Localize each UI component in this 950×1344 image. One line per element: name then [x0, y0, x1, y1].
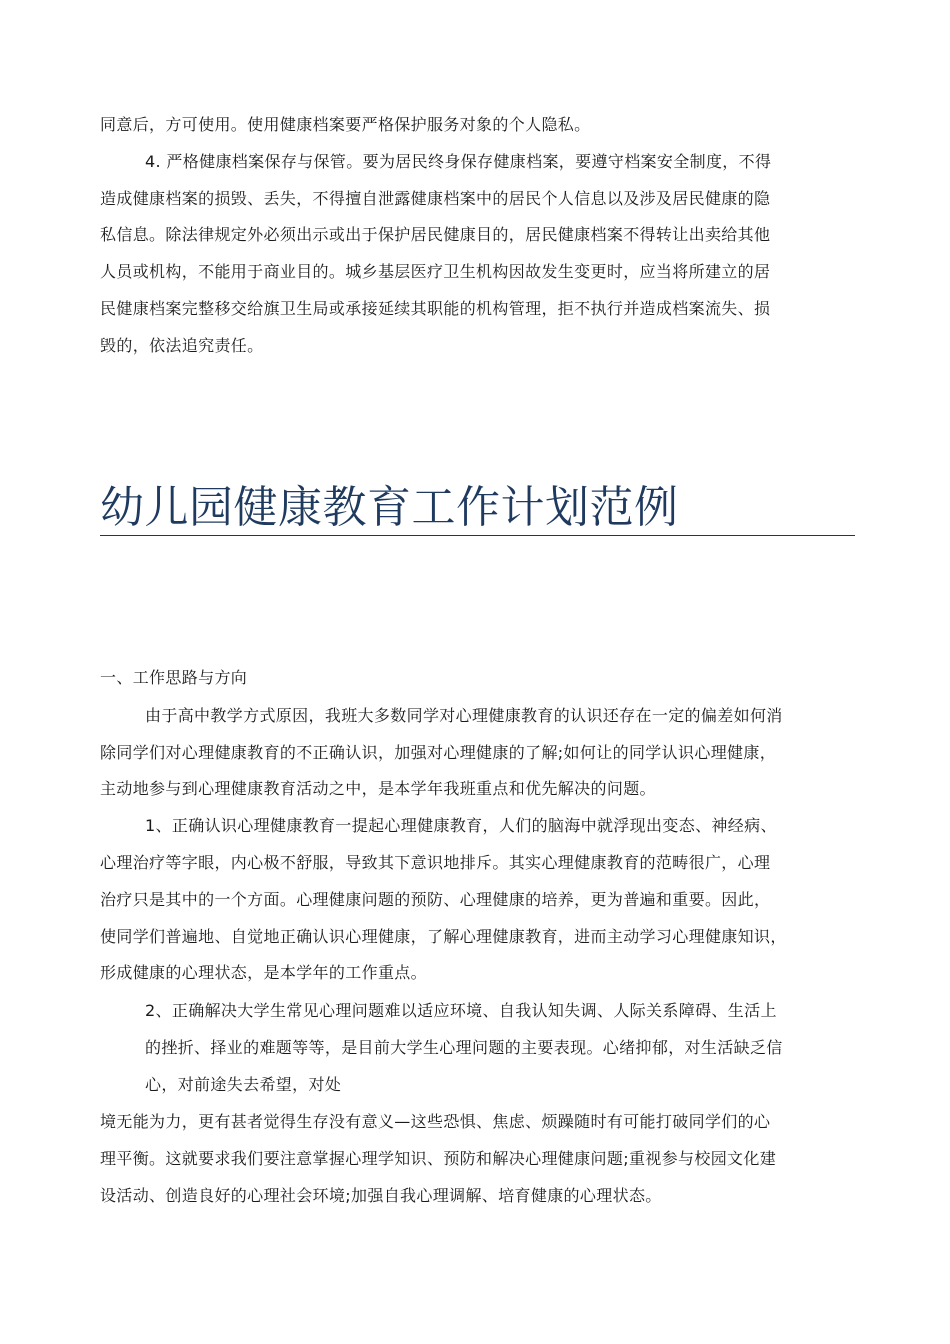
- paragraph-line: 由于高中教学方式原因，我班大多数同学对心理健康教育的认识还存在一定的偏差如何消: [145, 706, 783, 725]
- paragraph-line: 设活动、创造良好的心理社会环境;加强自我心理调解、培育健康的心理状态。: [100, 1186, 662, 1205]
- paragraph-line: 的挫折、择业的难题等等，是目前大学生心理问题的主要表现。心绪抑郁，对生活缺乏信: [145, 1038, 783, 1057]
- page-title: 幼儿园健康教育工作计划范例: [100, 482, 679, 533]
- paragraph-line: 毁的，依法追究责任。: [100, 336, 264, 355]
- paragraph-line: 私信息。除法律规定外必须出示或出于保护居民健康目的，居民健康档案不得转让出卖给其他: [100, 225, 771, 244]
- paragraph-line: 治疗只是其中的一个方面。心理健康问题的预防、心理健康的培养，更为普遍和重要。因此，: [100, 890, 771, 909]
- title-underline: [100, 535, 855, 536]
- paragraph-line: 民健康档案完整移交给旗卫生局或承接延续其职能的机构管理，拒不执行并造成档案流失、损: [100, 299, 771, 318]
- paragraph-line: 造成健康档案的损毁、丢失，不得擅自泄露健康档案中的居民个人信息以及涉及居民健康的隐: [100, 189, 771, 208]
- section-heading: 一、工作思路与方向: [100, 668, 248, 687]
- paragraph-line: 除同学们对心理健康教育的不正确认识，加强对心理健康的了解;如何让的同学认识心理健康，: [100, 743, 777, 762]
- paragraph-line: 人员或机构，不能用于商业目的。城乡基层医疗卫生机构因故发生变更时，应当将所建立的居: [100, 262, 771, 281]
- paragraph-line: 心，对前途失去希望，对处: [145, 1075, 342, 1094]
- paragraph-line: 4. 严格健康档案保存与保管。要为居民终身保存健康档案，要遵守档案安全制度，不得: [145, 152, 772, 171]
- paragraph-line: 主动地参与到心理健康教育活动之中，是本学年我班重点和优先解决的问题。: [100, 779, 656, 798]
- paragraph-line: 心理治疗等字眼，内心极不舒服，导致其下意识地排斥。其实心理健康教育的范畴很广，心理: [100, 853, 771, 872]
- paragraph-line: 理平衡。这就要求我们要注意掌握心理学知识、预防和解决心理健康问题;重视参与校园文化建: [100, 1149, 777, 1168]
- paragraph-line: 同意后，方可使用。使用健康档案要严格保护服务对象的个人隐私。: [100, 115, 591, 134]
- paragraph-line: 形成健康的心理状态，是本学年的工作重点。: [100, 963, 428, 982]
- paragraph-line: 使同学们普遍地、自觉地正确认识心理健康，了解心理健康教育，进而主动学习心理健康知识，: [100, 927, 787, 946]
- paragraph-line: 2、正确解决大学生常见心理问题难以适应环境、自我认知失调、人际关系障碍、生活上: [145, 1001, 777, 1020]
- paragraph-line: 1、正确认识心理健康教育一提起心理健康教育，人们的脑海中就浮现出变态、神经病、: [145, 816, 777, 835]
- paragraph-line: 境无能为力，更有甚者觉得生存没有意义—这些恐惧、焦虑、烦躁随时有可能打破同学们的心: [100, 1112, 771, 1131]
